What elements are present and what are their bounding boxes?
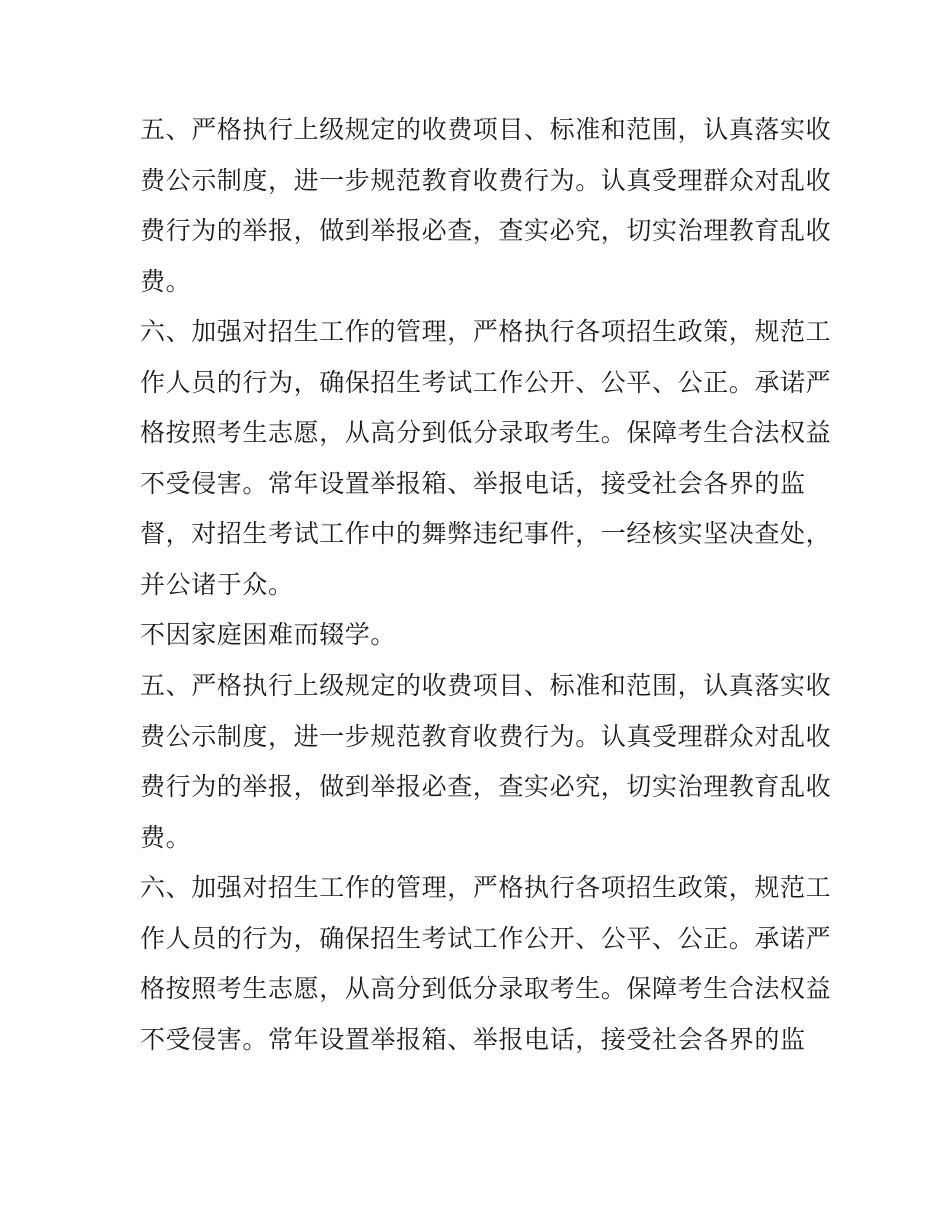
text-line: 格按照考生志愿，从高分到低分录取考生。保障考生合法权益	[140, 974, 832, 1003]
text-line: 不受侵害。常年设置举报箱、举报电话，接受社会各界的监	[140, 469, 806, 498]
text-line: 六、加强对招生工作的管理，严格执行各项招生政策，规范工	[140, 873, 832, 902]
text-line: 格按照考生志愿，从高分到低分录取考生。保障考生合法权益	[140, 418, 832, 447]
text-line: 五、严格执行上级规定的收费项目、标准和范围，认真落实收	[140, 115, 832, 144]
text-line: 费行为的举报，做到举报必查，查实必究，切实治理教育乱收	[140, 216, 832, 245]
text-line: 五、严格执行上级规定的收费项目、标准和范围，认真落实收	[140, 671, 832, 700]
text-line: 六、加强对招生工作的管理，严格执行各项招生政策，规范工	[140, 317, 832, 346]
text-line: 费。	[140, 267, 192, 296]
text-line: 并公诸于众。	[140, 570, 294, 599]
text-line: 费公示制度，进一步规范教育收费行为。认真受理群众对乱收	[140, 722, 832, 751]
text-line: 作人员的行为，确保招生考试工作公开、公平、公正。承诺严	[140, 924, 832, 953]
text-line: 费行为的举报，做到举报必查，查实必究，切实治理教育乱收	[140, 772, 832, 801]
text-line: 作人员的行为，确保招生考试工作公开、公平、公正。承诺严	[140, 368, 832, 397]
text-line: 费。	[140, 823, 192, 852]
text-line: 不因家庭困难而辍学。	[140, 620, 397, 649]
text-line: 不受侵害。常年设置举报箱、举报电话，接受社会各界的监	[140, 1025, 806, 1054]
text-line: 费公示制度，进一步规范教育收费行为。认真受理群众对乱收	[140, 166, 832, 195]
text-line: 督，对招生考试工作中的舞弊违纪事件，一经核实坚决查处，	[140, 519, 832, 548]
